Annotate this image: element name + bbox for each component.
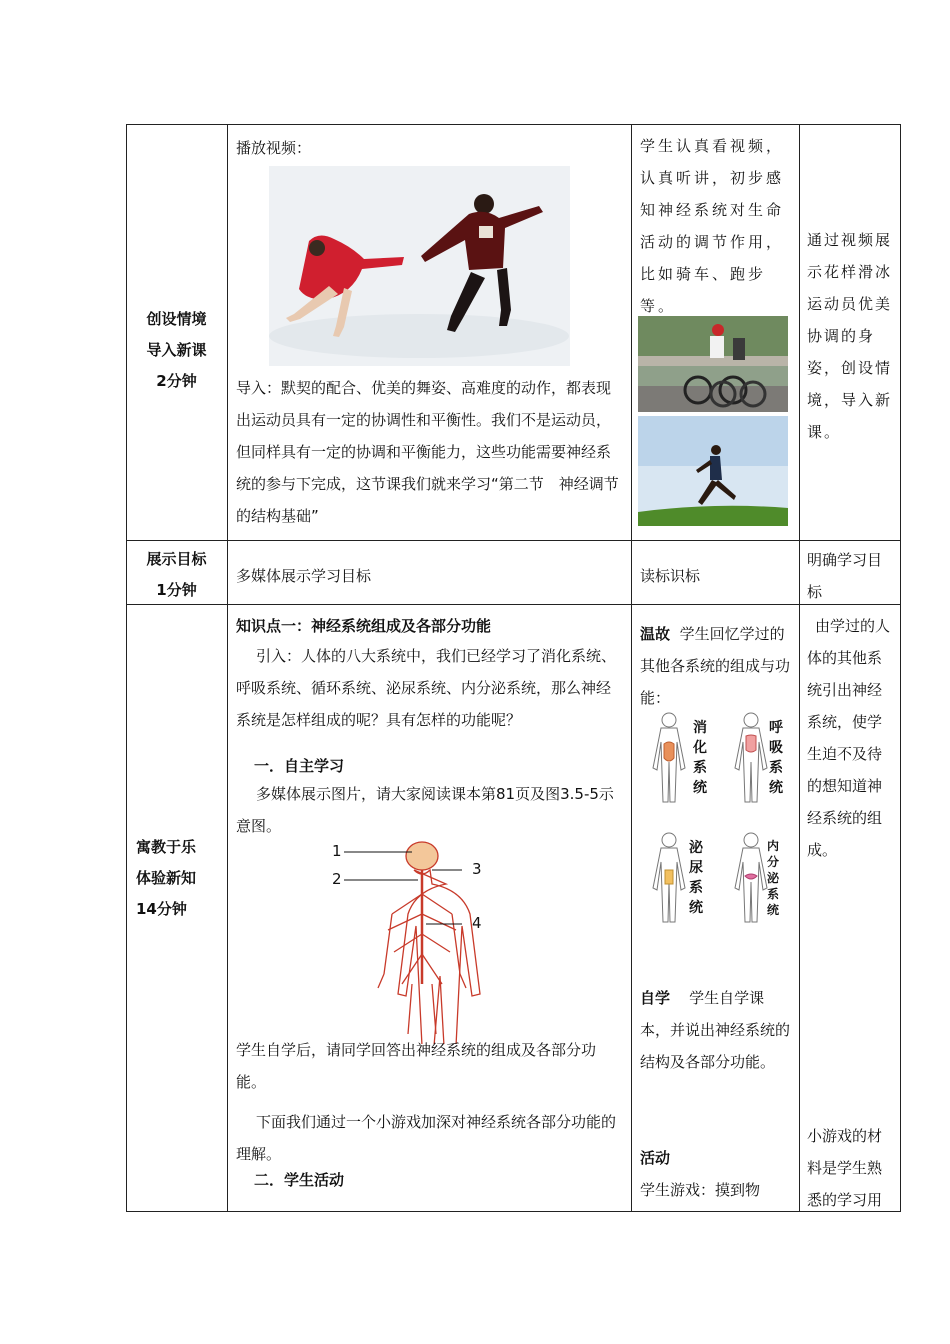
running-photo bbox=[638, 416, 788, 526]
system-label-endocrine: 内分泌系统 bbox=[767, 839, 780, 917]
table-divider-3 bbox=[799, 124, 800, 1212]
self-study-label: 自学 bbox=[640, 989, 671, 1007]
body-systems-figures bbox=[641, 710, 791, 950]
activity-text: 学生游戏：摸到物 bbox=[640, 1181, 761, 1199]
stage-cell-intro bbox=[126, 304, 227, 397]
system-label-respiratory: 呼吸系统 bbox=[769, 720, 783, 796]
stage-line: 体验新知 bbox=[136, 869, 197, 887]
lesson-plan-table bbox=[126, 124, 901, 1212]
intent-learning: 由学过的人体的其他系统引出神经系统，使学生迫不及待的想知道神经系统的组成。 bbox=[807, 617, 891, 859]
system-label-digestive: 消化系统 bbox=[693, 720, 707, 796]
activity-label: 活动 bbox=[640, 1149, 671, 1167]
review-text: 学生回忆学过的其他各系统的组成与功能： bbox=[640, 625, 791, 707]
goals-teacher: 多媒体展示学习目标 bbox=[236, 567, 372, 585]
intent-game: 小游戏的材料是学生熟悉的学习用 bbox=[807, 1127, 883, 1209]
stage-line: 导入新课 bbox=[146, 341, 207, 359]
stage-line: 1分钟 bbox=[156, 581, 197, 599]
table-border-right bbox=[900, 124, 901, 1212]
self-study-text: 多媒体展示图片，请大家阅读课本第81页及图3.5-5示意图。 bbox=[236, 785, 614, 835]
after-figure-text: 学生自学后，请同学回答出神经系统的组成及各部分功能。 bbox=[236, 1041, 597, 1091]
stage-line: 14分钟 bbox=[136, 900, 187, 918]
review-block bbox=[640, 618, 790, 714]
student-activity-video: 学生认真看视频，认真听讲，初步感知神经系统对生命活动的调节作用，比如骑车、跑步等。 bbox=[640, 137, 785, 315]
knowledge-point-title: 知识点一：神经系统组成及各部分功能 bbox=[236, 617, 492, 635]
goals-intent: 明确学习目标 bbox=[807, 551, 883, 601]
row-divider-2 bbox=[126, 604, 901, 605]
game-text: 下面我们通过一个小游戏加深对神经系统各部分功能的理解。 bbox=[236, 1113, 617, 1163]
review-label: 温故 bbox=[640, 625, 671, 643]
stage-line: 展示目标 bbox=[146, 550, 207, 568]
nervous-system-diagram bbox=[322, 834, 502, 1044]
figure-skating-photo bbox=[269, 166, 570, 366]
table-divider-2 bbox=[631, 124, 632, 1212]
stage-cell-goals bbox=[126, 544, 227, 606]
cycling-photo bbox=[638, 316, 788, 412]
self-study-block bbox=[640, 982, 790, 1078]
figure-label-2: 2 bbox=[332, 870, 342, 888]
stage-line: 创设情境 bbox=[146, 310, 207, 328]
knowledge-intro: 引入：人体的八大系统中，我们已经学习了消化系统、呼吸系统、循环系统、泌尿系统、内分泌系统，那么神经系统是怎样组成的呢？具有怎样的功能呢？ bbox=[236, 647, 617, 729]
table-border-bottom bbox=[126, 1211, 901, 1212]
stage-cell-learning bbox=[126, 832, 227, 925]
section-activity: 二．学生活动 bbox=[254, 1171, 345, 1189]
design-intent-intro: 通过视频展示花样滑冰运动员优美协调的身姿，创设情境，导入新课。 bbox=[807, 231, 893, 441]
video-label: 播放视频： bbox=[236, 139, 312, 157]
table-border-top bbox=[126, 124, 901, 125]
figure-label-1: 1 bbox=[332, 842, 342, 860]
intro-paragraph: 导入：默契的配合、优美的舞姿、高难度的动作，都表现出运动员具有一定的协调性和平衡性。我们不是运动员，但同样具有一定的协调和平衡能力，这些功能需要神经系统的参与下完成，这节课我们就来学习“第二节 神经调节的结构基础” bbox=[236, 379, 619, 525]
figure-label-3: 3 bbox=[472, 860, 482, 878]
stage-line: 2分钟 bbox=[156, 372, 197, 390]
section-self-study: 一．自主学习 bbox=[254, 757, 345, 775]
stage-line: 寓教于乐 bbox=[136, 838, 197, 856]
table-border-left bbox=[126, 124, 127, 1212]
goals-student: 读标识标 bbox=[640, 567, 701, 585]
table-divider-1 bbox=[227, 124, 228, 1212]
self-study-student-text: 学生自学课本，并说出神经系统的结构及各部分功能。 bbox=[640, 989, 791, 1071]
figure-label-4: 4 bbox=[472, 914, 482, 932]
system-label-urinary: 泌尿系统 bbox=[689, 840, 703, 916]
row-divider-1 bbox=[126, 540, 901, 541]
